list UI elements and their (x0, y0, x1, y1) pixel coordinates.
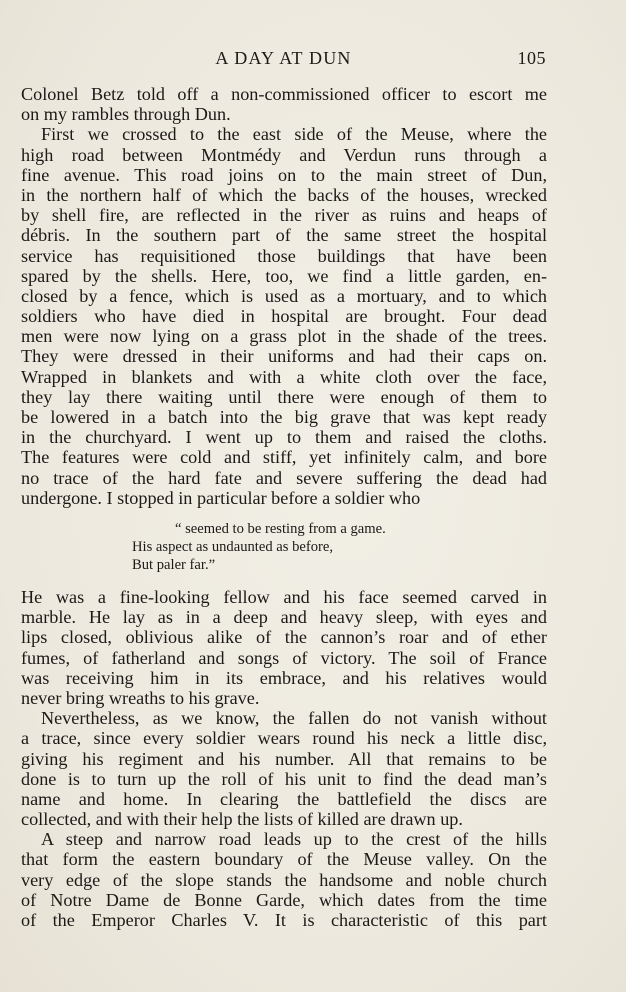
text-line: soldiers who have died in hospital are brought. Four dead (21, 306, 547, 327)
text-line: spared by the shells. Here, too, we find a little garden, en- (21, 265, 547, 286)
text-line: no trace of the hard fate and severe suffering the dead had (21, 467, 547, 488)
text-line: collected, and with their help the lists of killed are drawn up. (21, 809, 463, 830)
running-title: A DAY AT DUN (215, 48, 352, 68)
quote-line: His aspect as undaunted as before, (132, 539, 333, 555)
text-line: They were dressed in their uniforms and had their caps on. (21, 346, 547, 367)
text-line: of the Emperor Charles V. It is characteristic of this part (21, 910, 547, 930)
text-line: was receiving him in its embrace, and his relatives would (21, 667, 547, 688)
text-line: a trace, since every soldier wears round his neck a little disc, (21, 728, 547, 749)
text-line: very edge of the slope stands the handsome and noble church (21, 869, 547, 890)
text-line: of Notre Dame de Bonne Garde, which dates from the time (21, 889, 547, 910)
text-line: marble. He lay as in a deep and heavy sleep, with eyes and (21, 607, 547, 628)
running-head (21, 46, 546, 72)
body-text-after-quote (21, 587, 547, 930)
body-text-before-quote (21, 84, 547, 508)
text-line: débris. In the southern part of the same street the hospital (21, 225, 547, 246)
text-line: Wrapped in blankets and with a white cloth over the face, (21, 366, 547, 387)
text-line: never bring wreaths to his grave. (21, 687, 260, 708)
text-line: done is to turn up the roll of his unit to find the dead man’s (21, 768, 547, 789)
text-line: First we crossed to the east side of the Meuse, where the (41, 124, 547, 145)
text-line: The features were cold and stiff, yet infinitely calm, and bore (21, 447, 547, 468)
text-line: high road between Montmédy and Verdun runs through a (21, 144, 547, 165)
text-line: fine avenue. This road joins on to the main street of Dun, (21, 164, 547, 185)
text-line: closed by a fence, which is used as a mortuary, and to which (21, 285, 547, 306)
text-line: undergone. I stopped in particular before a soldier who (21, 487, 421, 508)
text-line: fumes, of fatherland and songs of victory. The soil of France (21, 647, 547, 668)
text-line: they lay there waiting until there were enough of them to (21, 386, 547, 407)
text-line: by shell fire, are reflected in the river as ruins and heaps of (21, 205, 547, 226)
text-line: on my rambles through Dun. (21, 104, 231, 125)
text-line: in the churchyard. I went up to them and raised the cloths. (21, 427, 547, 448)
quote-line: “ seemed to be resting from a game. (175, 521, 386, 537)
verse-quotation (132, 520, 386, 574)
text-line: name and home. In clearing the battlefield the discs are (21, 788, 547, 809)
page-number: 105 (517, 48, 546, 68)
text-line: A steep and narrow road leads up to the crest of the hills (41, 829, 547, 850)
text-line: be lowered in a batch into the big grave that was kept ready (21, 407, 547, 427)
text-line: He was a fine-looking fellow and his face seemed carved in (21, 587, 547, 607)
text-line: giving his regiment and his number. All that remains to be (21, 748, 547, 769)
quote-line: But paler far.” (132, 557, 216, 573)
text-line: service has requisitioned those buildings that have been (21, 245, 547, 266)
text-line: in the northern half of which the backs of the houses, wrecked (21, 184, 547, 205)
text-line: men were now lying on a grass plot in the shade of the trees. (21, 326, 547, 347)
text-line: that form the eastern boundary of the Meuse valley. On the (21, 849, 547, 870)
text-line: Colonel Betz told off a non-commissioned officer to escort me (21, 84, 547, 104)
text-line: lips closed, oblivious alike of the cannon’s roar and of ether (21, 627, 547, 648)
text-line: Nevertheless, as we know, the fallen do not vanish without (41, 708, 547, 729)
